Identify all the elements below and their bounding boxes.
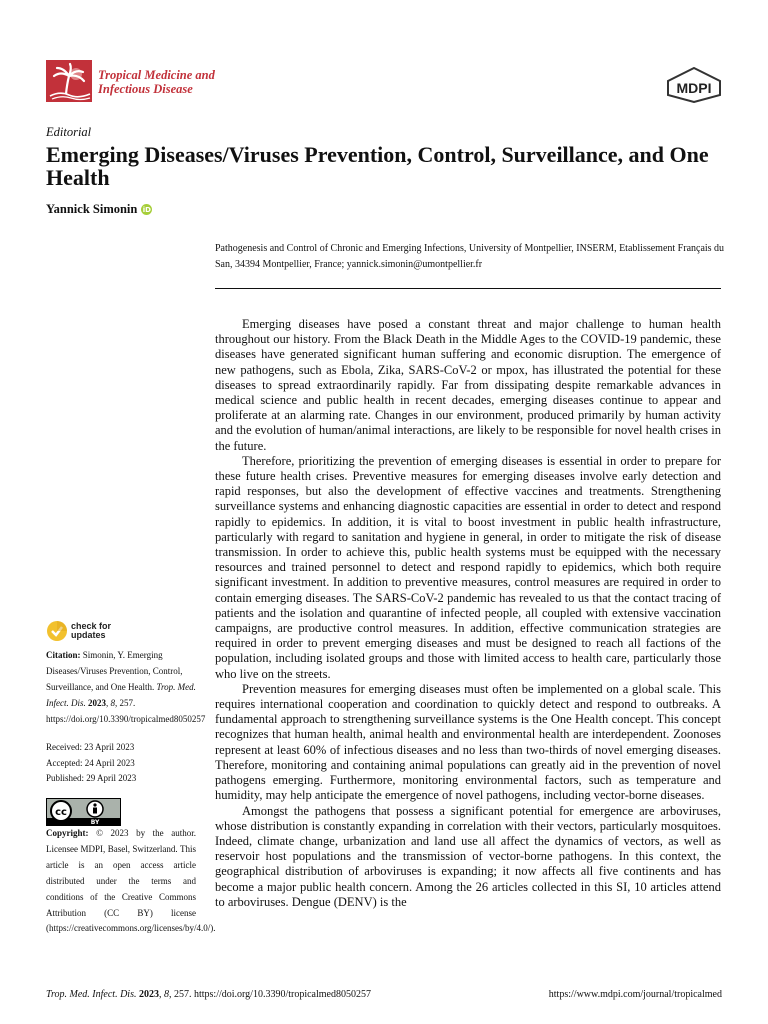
footer-doi[interactable]: , 257. https://doi.org/10.3390/tropicalmed8050257 [168,989,371,1000]
citation-journal: Trop. Med. Infect. Dis. [46,682,196,708]
footer-volume: 8 [163,989,169,1000]
footer-journal-url[interactable]: https://www.mdpi.com/journal/tropicalmed [548,989,722,1000]
cc-by-license-badge[interactable] [46,798,121,826]
check-updates-line2: updates [71,630,106,640]
paragraph: Therefore, prioritizing the prevention of emerging diseases is essential in order to prepare for these future health crises. Preventive measures for emerging diseases involve early detection and rapid responses, but also the development of effective vaccines and treatments. Strengthening surveillance systems and enhancing diagnostic capacities are essential in order to detect and respond rapidly to epidemics. In addition, it is vital to boost investment in public health infrastructure, particularly with regard to sanitation and hygiene in general, in order to mitigate the risk of disease transmission. In order to achieve this, public health systems must be equipped with the necessary resources and trained personnel to detect and respond rapidly to epidemics, which both require significant investment. In addition to preventive measures, control measures are required in order to contain emerging diseases. The SARS-CoV-2 pandemic has revealed to us that the contact tracing of patients and the isolation and quarantine of infected people, all coupled with extensive vaccination campaigns, are productive control measures. In addition, effective communication strategies are required in order to prevent emerging diseases and must be designed to reach all factions of the population, including isolated groups and those with limited access to health care, particularly those who live on the streets. [215,453,721,681]
footer-year: 2023 [138,989,159,1000]
journal-logo [46,60,92,102]
body-text [215,317,721,910]
received-date: Received: 23 April 2023 [46,742,135,752]
dates-block [46,740,136,787]
citation-label: Citation: [46,650,81,660]
citation-year: 2023 [88,698,106,708]
cc-by-label: BY [90,819,100,825]
paragraph: Amongst the pathogens that possess a significant potential for emergence are arboviruses, whose distribution is constantly expanding in correlation with their vectors, particularly mosquitoes. Indeed, climate change, urbanization and land use all affect the dynamics of vectors, as well as reservoir host populations and the transmission of vector-borne pathogens. In this context, the geographical distribution of arboviruses is expanding; it now affects all five continents and has become a major public health concern. Among the 26 articles collected in this SI, 10 articles attend to arboviruses. Dengue (DENV) is the [215,803,721,909]
accepted-date: Accepted: 24 April 2023 [46,757,135,768]
journal-name [98,68,215,96]
check-updates-icon [46,620,68,642]
author-line [46,202,152,217]
citation-text: Simonin, Y. Emerging Diseases/Viruses Prevention, Control, Surveillance, and One Health. [46,650,183,692]
copyright-text: © 2023 by the author. Licensee MDPI, Basel, Switzerland. This article is an open access article distributed under the terms and conditions of the Creative Commons Attribution (CC BY) license (https://creativecommons.org/licenses/by/4.0/). [46,828,216,934]
article-type: Editorial [46,125,92,139]
check-for-updates-button[interactable] [46,620,111,642]
affiliation: Pathogenesis and Control of Chronic and Emerging Infections, University of Montpellier, INSERM, Etablissement Français du San, 34394 Montpellier, France; yannick.simonin@umontpellier.fr [215,243,725,270]
citation-volume: 8 [110,698,115,708]
author-name: Yannick Simonin [46,202,138,216]
publisher-logo [666,67,722,108]
publisher-name: MDPI [676,80,712,96]
citation-block: Citation: Simonin, Y. Emerging Diseases/Viruses Prevention, Control, Surveillance, and One Health. Trop. Med. Infect. Dis. 2023, 8, 257. https://doi.org/10.3390/tropicalmed8050257 [46,650,206,724]
paragraph: Emerging diseases have posed a constant threat and major challenge to human health throughout our history. From the Black Death in the Middle Ages to the COVID-19 pandemic, these diseases have generated significant human suffering and economic disruption. The emergence of new pathogens, such as Ebola, Zika, SARS-CoV-2 or mpox, has illustrated the potential for these diseases to spread extraordinarily rapidly. Far from dissipating despite remarkable advances in medical science and public health in recent decades, emerging diseases continue to appear and proliferate at an alarming rate. Changes in our environment, produced primarily by human activity and the evolution of human/animal interactions, are likely to be responsible for novel health crises in the future. [215,317,721,453]
paragraph: Prevention measures for emerging diseases must often be implemented on a global scale. This requires international cooperation and coordination to quickly detect and respond to outbreaks. A fundamental approach to strengthening surveillance systems is the One Health concept. This concept recognizes that human health, animal health and environmental health are interdependent. Zoonoses represent at least 60% of infectious diseases and no less than two-thirds of novel emerging diseases. Therefore, monitoring and containing animal populations can greatly aid in the prevention of novel pathogens emerging. Furthermore, monitoring environmental factors, such as temperature and humidity, may help anticipate the emergence of novel pathogens, including vector-borne diseases. [215,681,721,803]
article-title: Emerging Diseases/Viruses Prevention, Control, Surveillance, and One Health [46,142,709,190]
svg-text:cc: cc [55,807,67,818]
copyright-label: Copyright: [46,828,89,838]
check-updates-line1: check for [71,621,112,631]
footer-citation: Trop. Med. Infect. Dis. 2023, 8, 257. https://doi.org/10.3390/tropicalmed8050257 [46,989,371,1000]
footer-journal: Trop. Med. Infect. Dis. [46,989,137,1000]
journal-name-line1: Tropical Medicine and [98,68,215,82]
orcid-icon[interactable]: iD [142,205,151,214]
published-date: Published: 29 April 2023 [46,773,137,783]
copyright-block [46,826,216,937]
citation-rest[interactable]: , 257. https://doi.org/10.3390/tropicalmed8050257 [46,698,206,724]
journal-name-line2: Infectious Disease [98,82,193,96]
divider [215,288,721,289]
